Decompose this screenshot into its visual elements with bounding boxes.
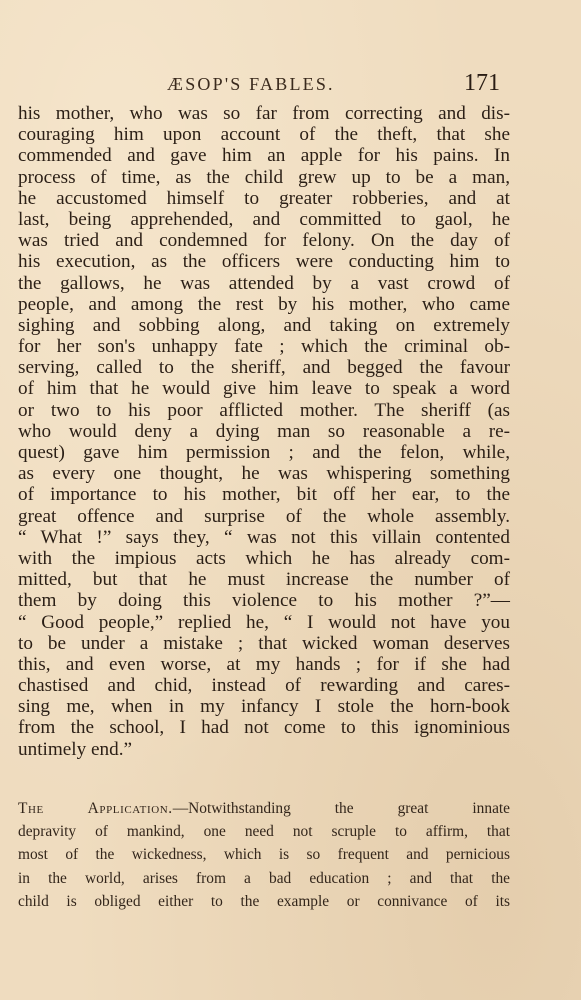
text-line: commended and gave him an apple for his pains. In <box>18 145 510 167</box>
running-title: ÆSOP'S FABLES. <box>167 74 335 94</box>
text-line: the gallows, he was attended by a vast crowd of <box>18 272 510 294</box>
page-number: 171 <box>464 70 500 96</box>
text-line: he accustomed himself to greater robberies, and at <box>18 187 510 209</box>
text-line: untimely end.” <box>18 738 133 760</box>
fable-text <box>18 103 510 760</box>
text-line: serving, called to the sheriff, and begged the favour <box>18 357 510 379</box>
text-line: was tried and condemned for felony. On the day of <box>18 230 510 252</box>
application-paragraph <box>18 797 510 913</box>
text-line: his mother, who was so far from correcting and dis- <box>18 103 510 124</box>
text-line: with the impious acts which he has already com- <box>18 547 510 569</box>
application-lines <box>18 820 510 913</box>
text-line: who would deny a dying man so reasonable a re- <box>18 420 510 442</box>
text-line: sighing and sobbing along, and taking on extremely <box>18 314 510 336</box>
text-line: from the school, I had not come to this ignominious <box>18 717 510 739</box>
text-line: mitted, but that he must increase the number of <box>18 569 510 591</box>
text-line: last, being apprehended, and committed to gaol, he <box>18 208 510 230</box>
text-line: to be under a mistake ; that wicked woman deserves <box>18 632 510 654</box>
application-line: depravity of mankind, one need not scruple to affirm, that <box>18 823 510 841</box>
text-line: for her son's unhappy fate ; which the criminal ob- <box>18 336 510 358</box>
text-line: process of time, as the child grew up to be a man, <box>18 166 510 188</box>
application-first-line <box>18 797 510 820</box>
text-line: sing me, when in my infancy I stole the horn-book <box>18 696 510 718</box>
application-line: in the world, arises from a bad education ; and that the <box>18 869 510 887</box>
text-line: quest) gave him permission ; and the felon, while, <box>18 442 510 463</box>
application-first-line-text: —Notwithstanding the great innate <box>172 800 511 817</box>
application-label: The Application. <box>18 800 173 817</box>
text-line: this, and even worse, at my hands ; for if she had <box>18 653 510 675</box>
text-line: people, and among the rest by his mother, who came <box>18 293 510 315</box>
text-line: couraging him upon account of the theft, that she <box>18 124 510 146</box>
text-line: of importance to his mother, bit off her ear, to the <box>18 484 510 506</box>
text-line: “ Good people,” replied he, “ I would not have you <box>18 611 510 633</box>
text-line: “ What !” says they, “ was not this villain contented <box>18 526 510 548</box>
text-line: as every one thought, he was whispering something <box>18 463 510 485</box>
text-line: chastised and chid, instead of rewarding and cares- <box>18 675 510 697</box>
text-line: or two to his poor afflicted mother. The sheriff (as <box>18 399 510 421</box>
application-line: child is obliged either to the example or connivance of its <box>18 892 510 910</box>
text-line: of him that he would give him leave to speak a word <box>18 378 510 400</box>
text-line: his execution, as the officers were conducting him to <box>18 251 510 273</box>
application-line: most of the wickedness, which is so frequent and pernicious <box>18 846 510 864</box>
text-line: them by doing this violence to his mother ?”— <box>18 590 510 612</box>
text-line: great offence and surprise of the whole assembly. <box>18 505 510 527</box>
page-header <box>0 70 581 100</box>
